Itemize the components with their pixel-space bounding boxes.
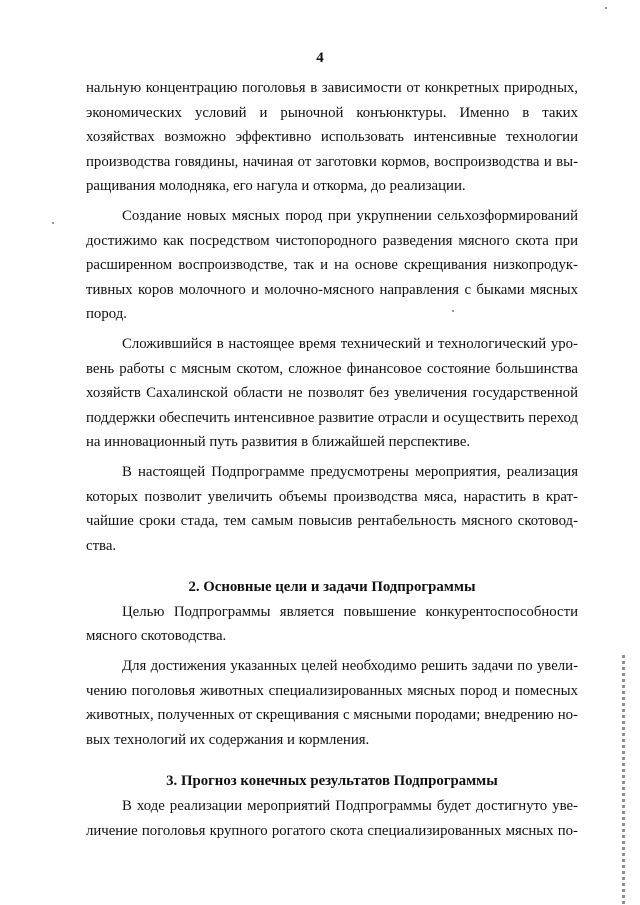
scan-speck bbox=[605, 7, 607, 9]
text-line: экономических условий и рыночной конъюнктуры. Именно в таких bbox=[86, 104, 578, 121]
text-line: ращивания молодняка, его нагула и откорма, до реализации. bbox=[86, 178, 466, 195]
section-goals bbox=[86, 575, 578, 752]
page-number: 4 bbox=[316, 50, 324, 66]
text-line: поддержки обеспечить интенсивное развитие отрасли и осуществить переход bbox=[86, 409, 578, 426]
text-line: вых технологий их содержания и кормления. bbox=[86, 731, 370, 748]
text-line: чению поголовья животных специализированных мясных пород и помесных bbox=[86, 682, 578, 699]
text-line: Целью Подпрограммы является повышение конкурентоспособности bbox=[122, 603, 578, 620]
paragraph-measures bbox=[86, 460, 578, 558]
text-line: личение поголовья крупного рогатого скота специализированных мясных по- bbox=[86, 822, 578, 839]
text-line: достижимо как посредством чистопородного разведения мясного скота при bbox=[86, 232, 578, 249]
text-line: Создание новых мясных пород при укрупнении сельхозформирований bbox=[122, 207, 578, 224]
text-line: В ходе реализации мероприятий Подпрограммы будет достигнуто уве- bbox=[122, 798, 578, 815]
section-heading: 2. Основные цели и задачи Подпрограммы bbox=[188, 579, 476, 596]
text-line: Сложившийся в настоящее время технический и технологический уро- bbox=[122, 335, 578, 352]
text-line: вень работы с мясным скотом, сложное финансовое состояние большинства bbox=[86, 360, 578, 377]
text-line: пород. bbox=[86, 306, 127, 323]
paragraph-current-level bbox=[86, 332, 578, 455]
text-line: чайшие сроки стада, тем самым повысив рентабельность мясного скотовод- bbox=[86, 513, 578, 530]
scan-speck bbox=[452, 310, 454, 312]
paragraph-continuation bbox=[86, 76, 578, 199]
text-line: расширенном воспроизводстве, так и на основе скрещивания низкопродук- bbox=[86, 257, 578, 274]
text-line: на инновационный путь развития в ближайшей перспективе. bbox=[86, 434, 471, 451]
scan-edge-artifact bbox=[622, 655, 625, 905]
text-line: хозяйствах возможно эффективно использовать интенсивные технологии bbox=[86, 129, 578, 146]
paragraph-new-breeds bbox=[86, 204, 578, 327]
document-body bbox=[86, 76, 578, 843]
section-forecast bbox=[86, 769, 578, 843]
text-line: которых позволит увеличить объемы производства мяса, нарастить в крат- bbox=[86, 488, 578, 505]
text-line: В настоящей Подпрограмме предусмотрены мероприятия, реализация bbox=[122, 463, 578, 480]
text-line: хозяйств Сахалинской области не позволят без увеличения государственной bbox=[86, 385, 578, 402]
text-line: нальную концентрацию поголовья в зависимости от конкретных природных, bbox=[86, 80, 578, 96]
text-line: тивных коров молочного и молочно-мясного направления с быками мясных bbox=[86, 281, 578, 298]
text-line: ства. bbox=[86, 537, 117, 554]
section-heading: 3. Прогноз конечных результатов Подпрограммы bbox=[166, 773, 498, 790]
text-line: животных, полученных от скрещивания с мясными породами; внедрению но- bbox=[86, 707, 578, 724]
text-line: мясного скотоводства. bbox=[86, 628, 227, 645]
text-line: производства говядины, начиная от заготовки кормов, воспроизводства и вы- bbox=[86, 153, 578, 170]
text-line: Для достижения указанных целей необходимо решить задачи по увели- bbox=[122, 658, 578, 675]
scan-speck bbox=[52, 222, 54, 224]
